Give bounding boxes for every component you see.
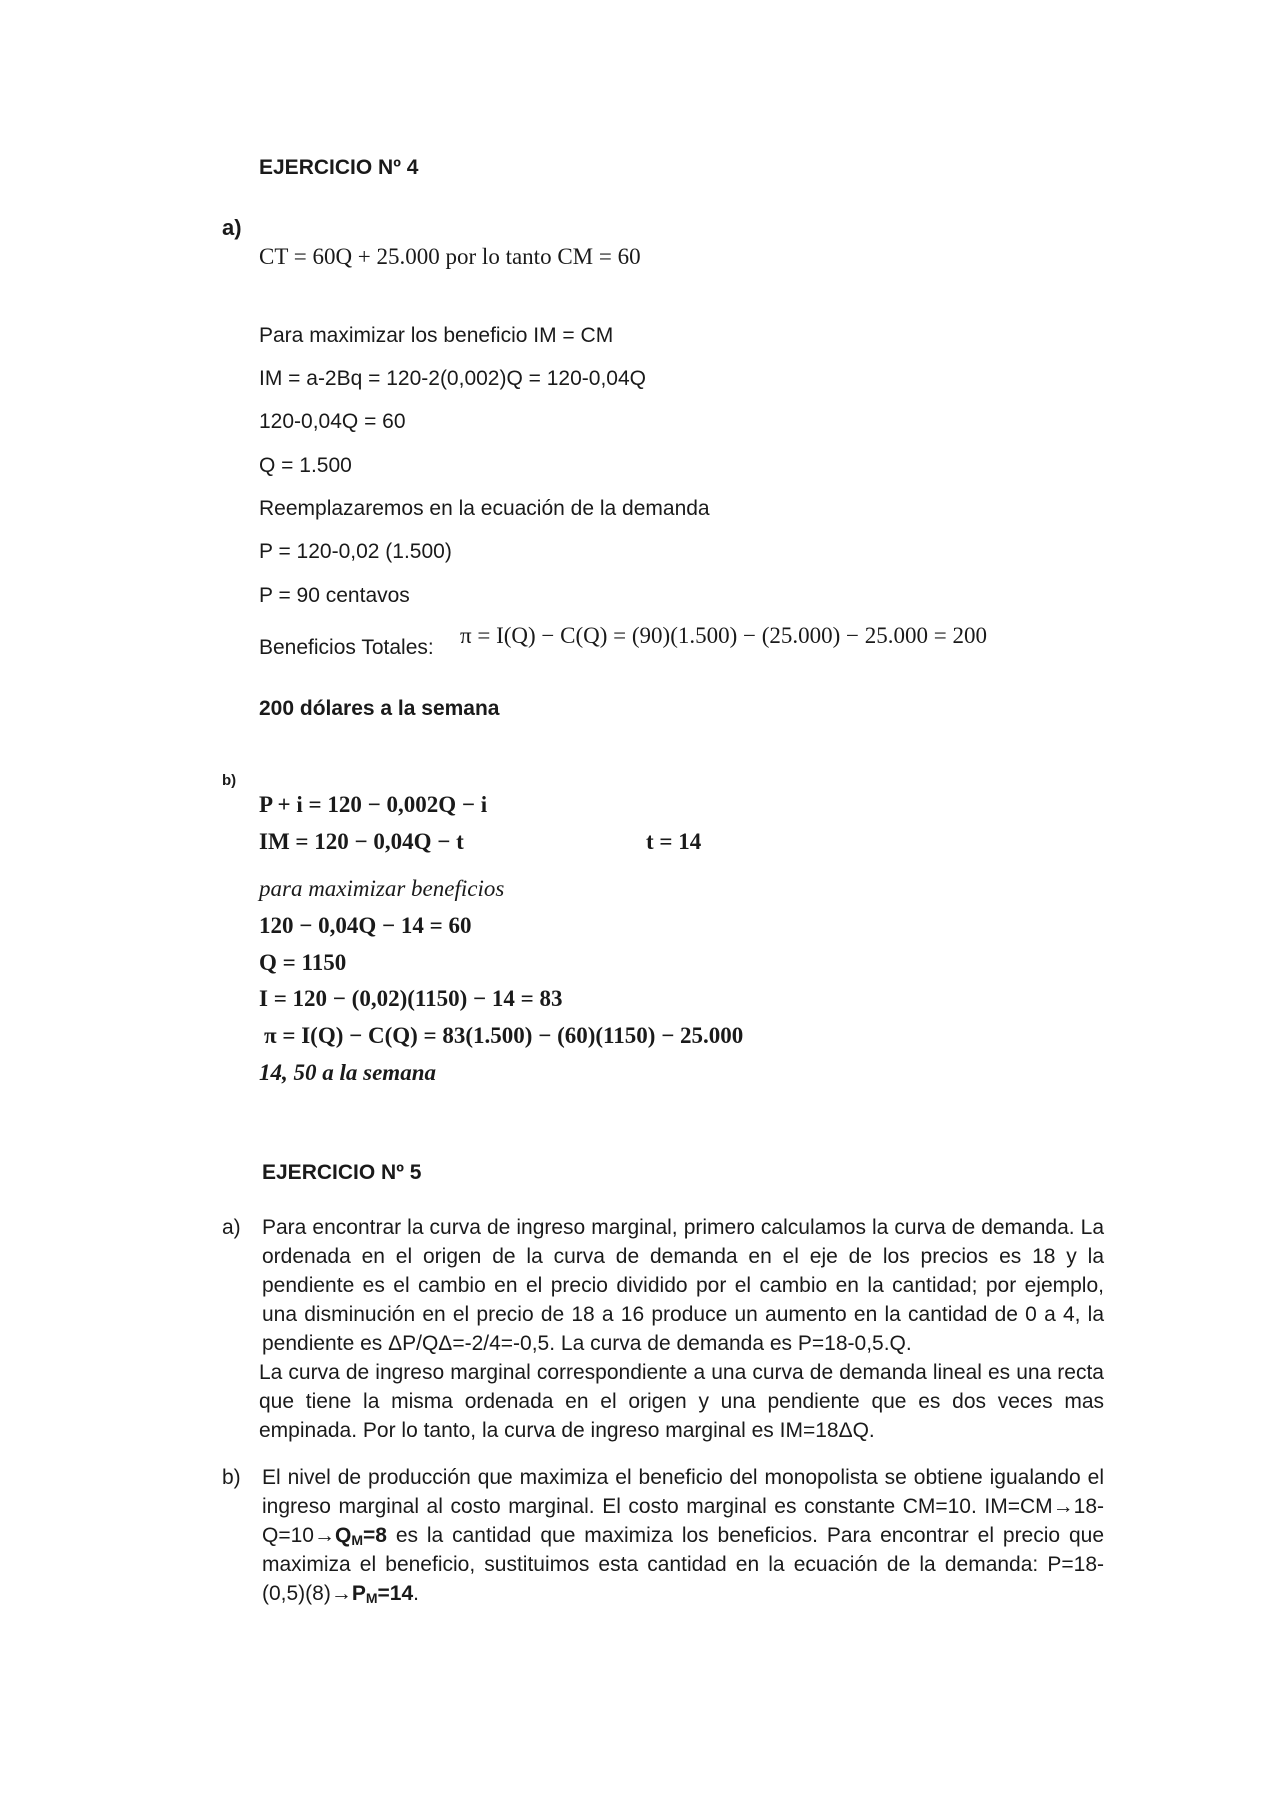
text-line: 120-0,04Q = 60 (259, 410, 406, 433)
formula-line: para maximizar beneficios (259, 876, 505, 901)
text-line: IM = a-2Bq = 120-2(0,002)Q = 120-0,04Q (259, 367, 646, 390)
item-b-marker: b) (222, 1466, 241, 1489)
paragraph-text: . (413, 1582, 420, 1605)
benefits-formula: π = I(Q) − C(Q) = (90)(1.500) − (25.000) − 25.000 = 200 (460, 623, 988, 648)
paragraph-text: es la cantidad que maximiza los beneficios. Para encontrar el precio que maximiza el beneficio, sustituimos esta cantidad en la ecuación de la demanda: P=18-(0,5)(8)→ (262, 1524, 1104, 1605)
cost-formula: CT = 60Q + 25.000 por lo tanto CM = 60 (259, 244, 641, 269)
formula-line: P + i = 120 − 0,002Q − i (259, 792, 488, 817)
tax-value: t = 14 (646, 829, 702, 854)
text-line: P = 90 centavos (259, 584, 410, 607)
formula-line: 120 − 0,04Q − 14 = 60 (259, 913, 472, 938)
formula-line: I = 120 − (0,02)(1150) − 14 = 83 (259, 986, 563, 1011)
paragraph (262, 1463, 1104, 1608)
formula-line: IM = 120 − 0,04Q − t (259, 829, 464, 854)
text-line: P = 120-0,02 (1.500) (259, 540, 452, 563)
paragraph-text: El nivel de producción que maximiza el beneficio del monopolista se obtiene igualando el ingreso marginal al costo marginal. El costo marginal es constante CM=10. IM=CM→18-Q=10→ (262, 1466, 1104, 1547)
pm-label: $P_M=14$ (351, 1582, 414, 1606)
item-a-marker: a) (222, 1216, 241, 1239)
item-b-marker: b) (222, 772, 237, 789)
text-line: Reemplazaremos en la ecuación de la demanda (259, 497, 710, 520)
exercise-4-title: EJERCICIO Nº 4 (259, 156, 419, 179)
item-a-marker: a) (222, 215, 242, 240)
exercise-5-title: EJERCICIO Nº 5 (262, 1161, 422, 1184)
qm-label: $Q_M=8$ (334, 1524, 387, 1548)
paragraph: Para encontrar la curva de ingreso marginal, primero calculamos la curva de demanda. La ordenada en el origen de la curva de demanda en el eje de los precios es 18 y la pendiente es el cambio en el precio dividido por el cambio en la cantidad; por ejemplo, una disminución en el precio de 18 a 16 produce un aumento en la cantidad de 0 a 4, la pendiente es ΔP/QΔ=-2/4=-0,5. La curva de demanda es P=18-0,5.Q. (262, 1216, 1104, 1355)
text-line: Q = 1.500 (259, 454, 352, 477)
paragraph: La curva de ingreso marginal correspondiente a una curva de demanda lineal es una recta que tiene la misma ordenada en el origen y una pendiente que es dos veces mas empinada. Por lo tanto, la curva de ingreso marginal es IM=18ΔQ. (259, 1361, 1104, 1442)
formula-line: Q = 1150 (259, 950, 347, 975)
result-b: 14, 50 a la semana (259, 1060, 436, 1085)
benefits-label: Beneficios Totales: (259, 636, 434, 659)
result-a: 200 dólares a la semana (259, 697, 500, 720)
text-line: Para maximizar los beneficio IM = CM (259, 324, 614, 347)
formula-line: π = I(Q) − C(Q) = 83(1.500) − (60)(1150) − 25.000 (264, 1023, 744, 1048)
